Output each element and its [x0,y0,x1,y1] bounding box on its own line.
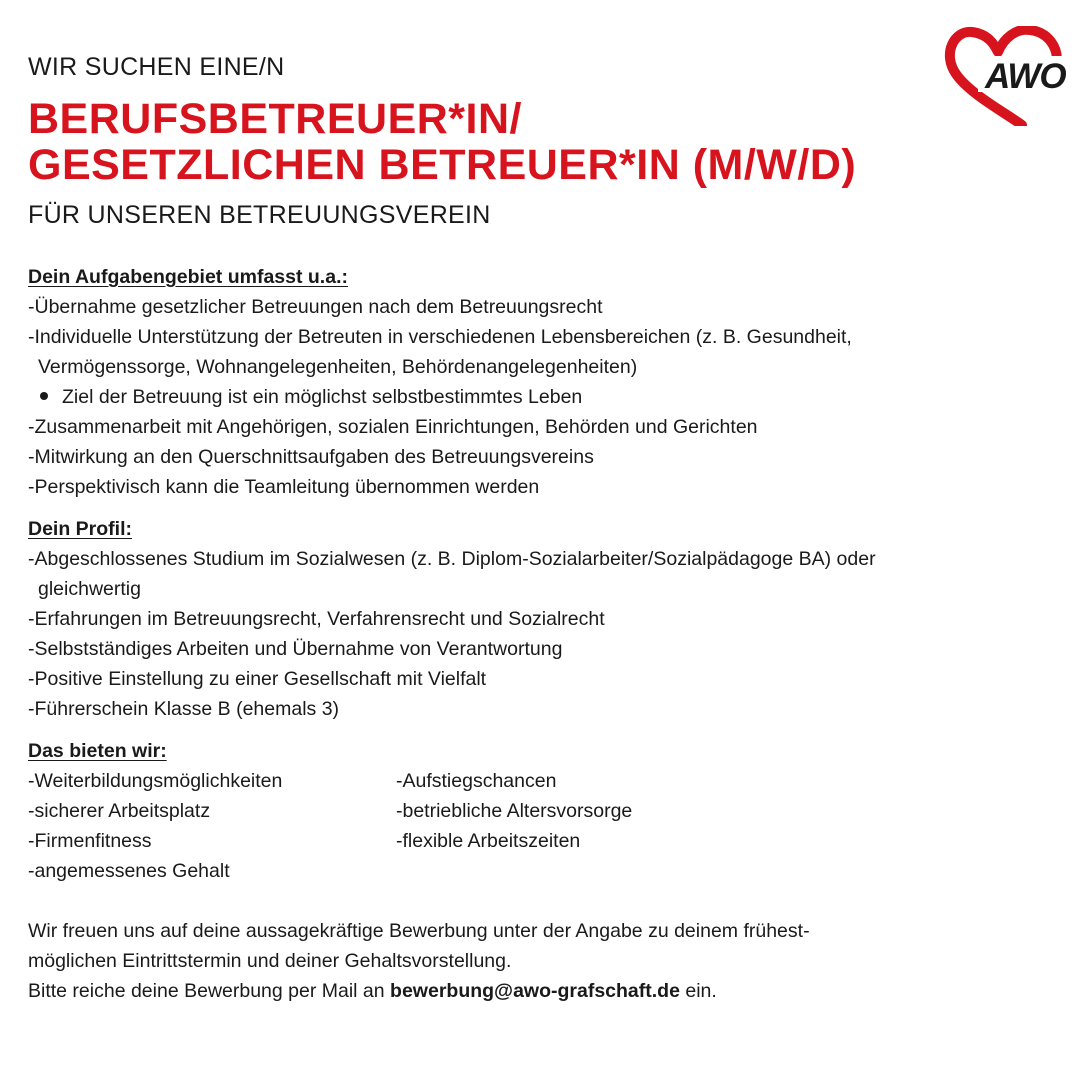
job-title-line-2: GESETZLICHEN BETREUER*IN (M/W/D) [28,141,857,189]
tasks-heading: Dein Aufgabengebiet umfasst u.a.: [28,266,348,288]
job-title [28,96,856,188]
list-item: -Positive Einstellung zu einer Gesellschaft mit Vielfalt [28,668,487,690]
offer-item: -Firmenfitness [28,830,152,852]
offer-item: -Aufstiegschancen [396,770,557,792]
profile-section [28,514,1058,724]
email-address[interactable]: bewerbung@awo-grafschaft.de [390,980,680,1002]
bullet-item [28,382,1058,412]
offer-item: -Weiterbildungsmöglichkeiten [28,770,283,792]
kicker-text: WIR SUCHEN EINE/N [28,53,285,81]
tasks-section [28,262,1058,502]
closing-text [28,916,1058,1006]
list-item-continuation: Vermögenssorge, Wohnangelegenheiten, Behördenangelegenheiten) [38,356,638,378]
list-item: -Übernahme gesetzlicher Betreuungen nach dem Betreuungsrecht [28,296,603,318]
offer-item: -betriebliche Altersvorsorge [396,800,633,822]
list-item: -Individuelle Unterstützung der Betreuten in verschiedenen Lebensbereichen (z. B. Gesundheit, [28,326,852,348]
bullet-dot-icon [40,392,48,400]
list-item: -Erfahrungen im Betreuungsrecht, Verfahrensrecht und Sozialrecht [28,608,605,630]
offer-section [28,736,1058,886]
offer-item: -sicherer Arbeitsplatz [28,800,211,822]
list-item: -Selbstständiges Arbeiten und Übernahme von Verantwortung [28,638,563,660]
list-item: -Zusammenarbeit mit Angehörigen, sozialen Einrichtungen, Behörden und Gerichten [28,416,758,438]
posting-body [28,262,1058,1006]
offer-heading: Das bieten wir: [28,740,167,762]
closing-line-1: Wir freuen uns auf deine aussagekräftige Bewerbung unter der Angabe zu deinem frühest- [28,920,810,942]
offer-item: -angemessenes Gehalt [28,860,230,882]
list-item: -Perspektivisch kann die Teamleitung übernommen werden [28,476,540,498]
offer-empty-cell [396,856,796,886]
list-item: -Mitwirkung an den Querschnittsaufgaben des Betreuungsvereins [28,446,594,468]
offer-item: -flexible Arbeitszeiten [396,830,581,852]
closing-line-2: möglichen Eintrittstermin und deiner Gehaltsvorstellung. [28,950,512,972]
awo-heart-logo-icon [944,26,1070,126]
closing-prefix: Bitte reiche deine Bewerbung per Mail an [28,980,391,1002]
logo-text: AWO [985,57,1066,96]
list-item: -Abgeschlossenes Studium im Sozialwesen (z. B. Diplom-Sozialarbeiter/Sozialpädagoge BA) oder [28,548,876,570]
offer-grid [28,766,1058,886]
subtitle: FÜR UNSEREN BETREUUNGSVEREIN [28,201,491,229]
closing-line-3 [28,976,1058,1006]
bullet-text: Ziel der Betreuung ist ein möglichst selbstbestimmtes Leben [62,386,583,408]
job-title-line-1: BERUFSBETREUER*IN/ [28,95,522,143]
list-item-continuation: gleichwertig [38,578,141,600]
closing-suffix: ein. [679,980,717,1002]
list-item: -Führerschein Klasse B (ehemals 3) [28,698,340,720]
profile-heading: Dein Profil: [28,518,133,540]
